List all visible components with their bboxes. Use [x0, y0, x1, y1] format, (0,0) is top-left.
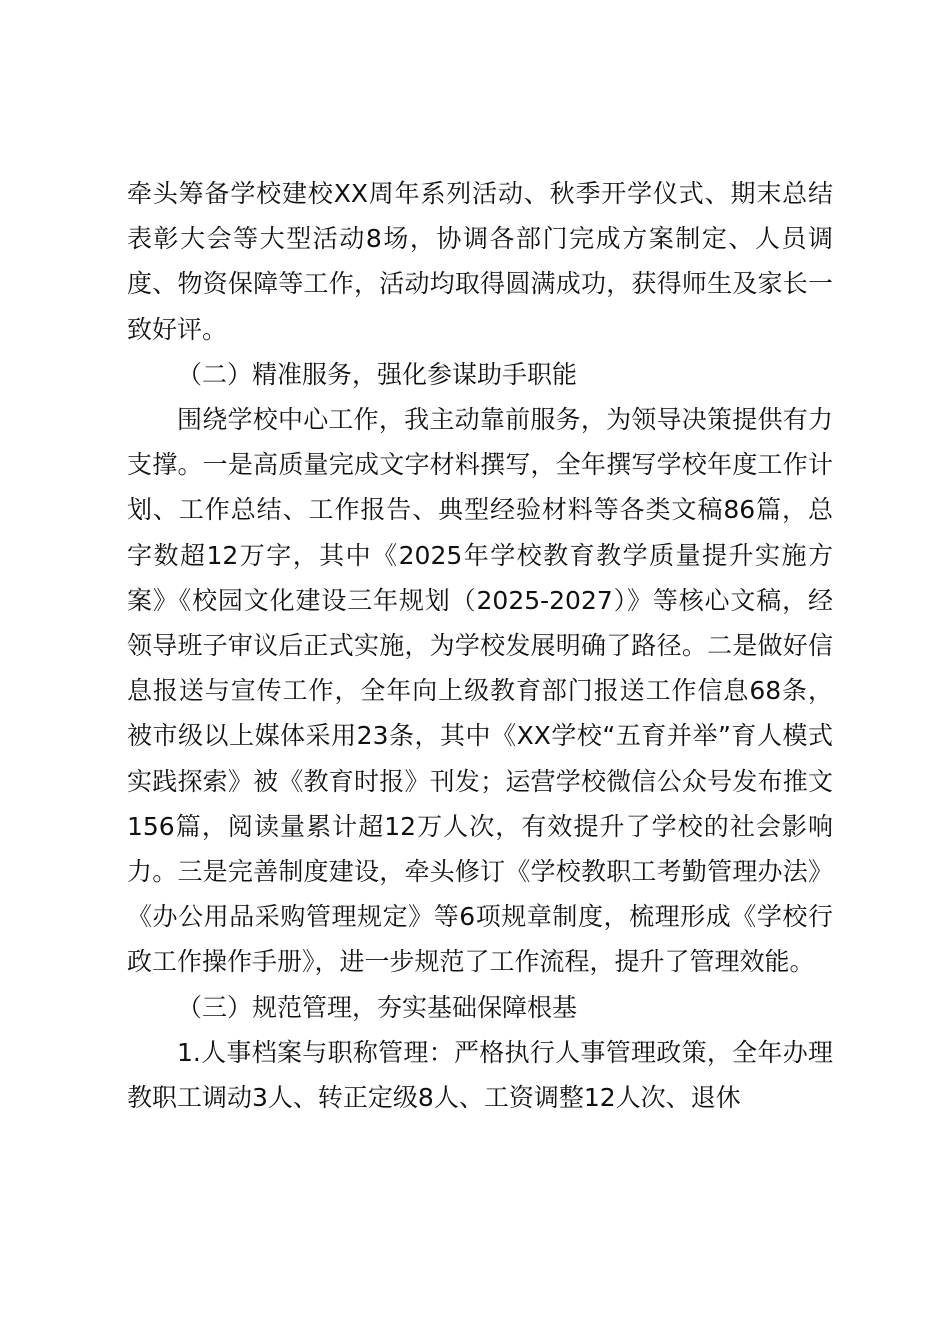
document-page	[127, 171, 833, 1120]
section-heading-3: （三）规范管理，夯实基础保障根基	[177, 992, 578, 1022]
body-paragraph-personnel: 1.人事档案与职称管理：严格执行人事管理政策，全年办理教职工调动3人、转正定级8人、工资调整12人次、退休	[127, 1037, 833, 1113]
body-paragraph-service: 围绕学校中心工作，我主动靠前服务，为领导决策提供有力支撑。一是高质量完成文字材料撰写，全年撰写学校年度工作计划、工作总结、工作报告、典型经验材料等各类文稿86篇，总字数超12万字，其中《2025年学校教育教学质量提升实施方案》《校园文化建设三年规划（2025-2027）》等核心文稿，经领导班子审议后正式实施，为学校发展明确了路径。二是做好信息报送与宣传工作，全年向上级教育部门报送工作信息68条，被市级以上媒体采用23条，其中《XX学校“五育并举”育人模式实践探索》被《教育时报》刊发；运营学校微信公众号发布推文156篇，阅读量累计超12万人次，有效提升了学校的社会影响力。三是完善制度建设，牵头修订《学校教职工考勤管理办法》《办公用品采购管理规定》等6项规章制度，梳理形成《学校行政工作操作手册》，进一步规范了工作流程，提升了管理效能。	[127, 405, 833, 977]
section-heading-2: （二）精准服务，强化参谋助手职能	[177, 359, 578, 389]
body-paragraph-continued: 牵头筹备学校建校XX周年系列活动、秋季开学仪式、期末总结表彰大会等大型活动8场，协调各部门完成方案制定、人员调度、物资保障等工作，活动均取得圆满成功，获得师生及家长一致好评。	[127, 179, 833, 344]
